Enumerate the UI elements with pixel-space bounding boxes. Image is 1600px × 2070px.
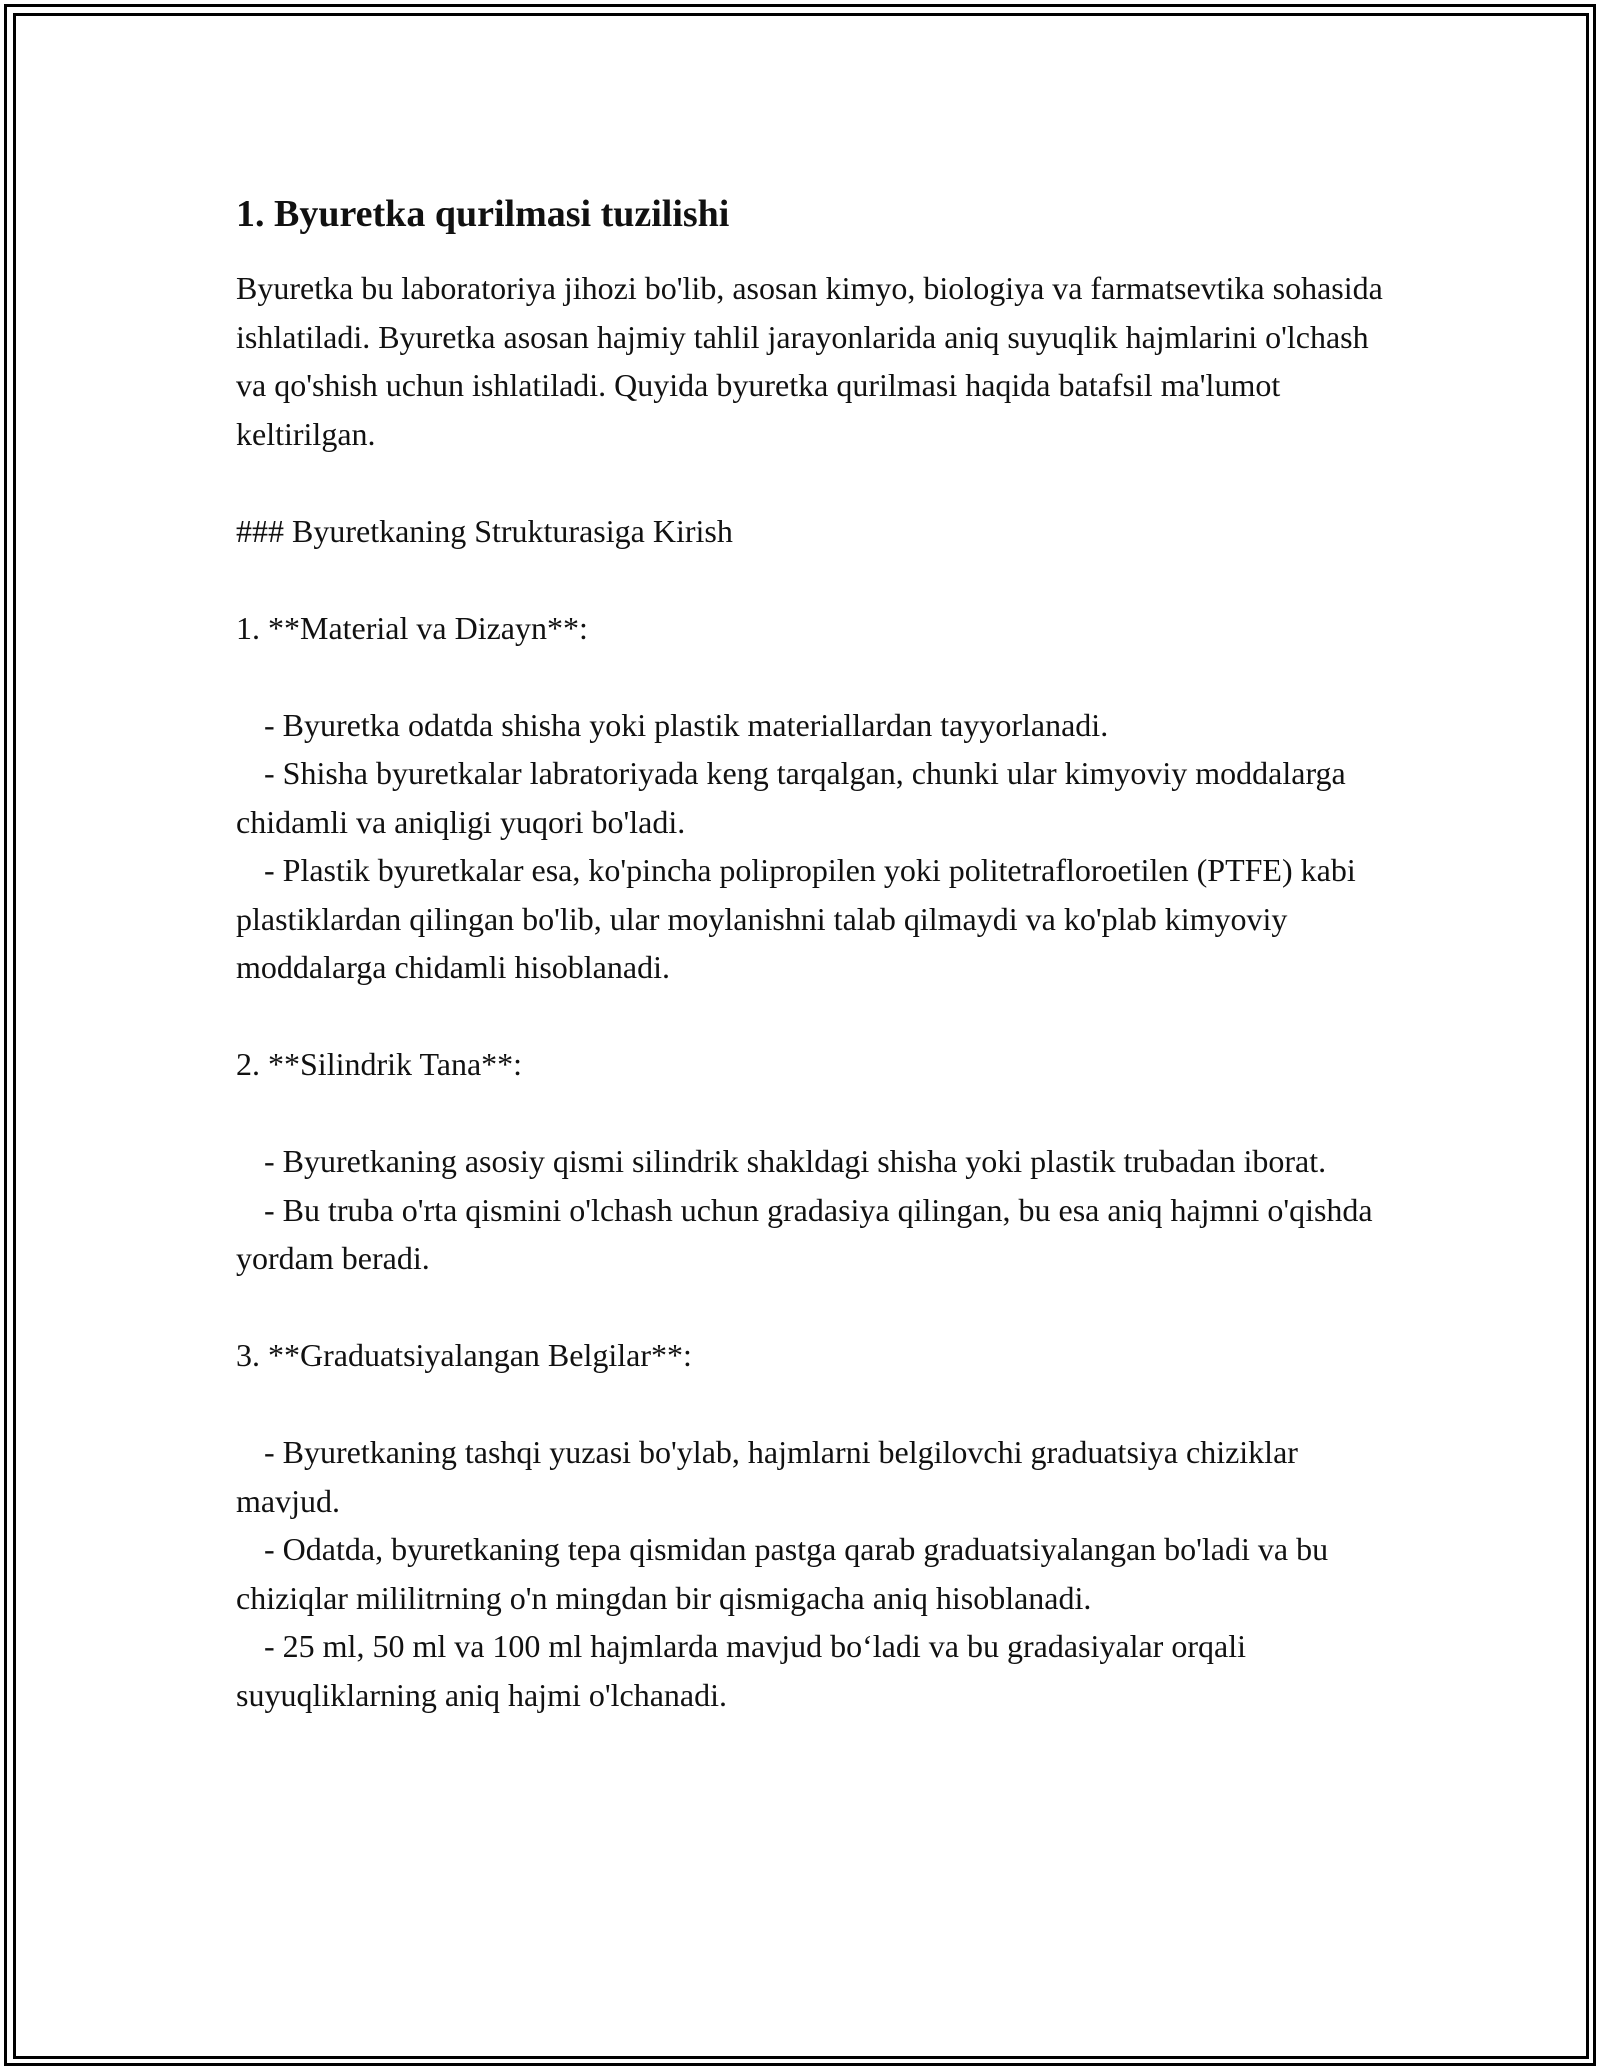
section-2-bullet-2: - Bu truba o'rta qismini o'lchash uchun gradasiya qilingan, bu esa aniq hajmni o'qishda yordam beradi.: [236, 1191, 1381, 1276]
document-title: 1. Byuretka qurilmasi tuzilishi: [236, 193, 730, 235]
spacer: [236, 652, 1386, 701]
section-2-heading: 2. **Silindrik Tana**:: [236, 1046, 523, 1082]
section-1-bullet-1: - Byuretka odatda shisha yoki plastik materiallardan tayyorlanadi.: [264, 706, 1109, 743]
spacer: [236, 1283, 1386, 1332]
section-1-bullet-3: - Plastik byuretkalar esa, ko'pincha polipropilen yoki politetrafloroetilen (PTFE) kabi plastiklardan qilingan bo'lib, ular moylanishni talab qilmaydi va ko'plab kimyoviy moddalarga chidamli hisoblanadi.: [236, 852, 1364, 985]
spacer: [236, 1380, 1386, 1429]
section-3-heading: 3. **Graduatsiyalangan Belgilar**:: [236, 1337, 692, 1373]
section-1-bullet-2: - Shisha byuretkalar labratoriyada keng tarqalgan, chunki ular kimyoviy moddalarga chidamli va aniqligi yuqori bo'ladi.: [236, 755, 1354, 840]
section-3-bullet-2: - Odatda, byuretkaning tepa qismidan pastga qarab graduatsiyalangan bo'ladi va bu chiziqlar mililitrning o'n mingdan bir qismigacha aniq hisoblanadi.: [236, 1531, 1337, 1616]
spacer: [236, 555, 1386, 604]
spacer: [236, 1089, 1386, 1138]
section-3-bullet-3: - 25 ml, 50 ml va 100 ml hajmlarda mavjud bo‘ladi va bu gradasiyalar orqali suyuqliklarning aniq hajmi o'lchanadi.: [236, 1628, 1254, 1713]
spacer: [236, 458, 1386, 507]
section-1-heading: 1. **Material va Dizayn**:: [236, 609, 588, 646]
section-3-bullet-1: - Byuretkaning tashqi yuzasi bo'ylab, hajmlarni belgilovchi graduatsiya chiziklar mavjud.: [236, 1434, 1306, 1519]
intro-paragraph: Byuretka bu laboratoriya jihozi bo'lib, asosan kimyo, biologiya va farmatsevtika sohasida ishlatiladi. Byuretka asosan hajmiy tahlil jarayonlarida aniq suyuqlik hajmlarini o'lchash va qo'shish uchun ishlatiladi. Quyida byuretka qurilmasi haqida batafsil ma'lumot keltirilgan.: [236, 270, 1391, 452]
section-2-bullet-1: - Byuretkaning asosiy qismi silindrik shakldagi shisha yoki plastik trubadan iborat.: [264, 1143, 1327, 1179]
spacer: [236, 992, 1386, 1041]
section-heading: ### Byuretkaning Strukturasiga Kirish: [236, 512, 733, 549]
document-body: [236, 186, 1391, 1719]
